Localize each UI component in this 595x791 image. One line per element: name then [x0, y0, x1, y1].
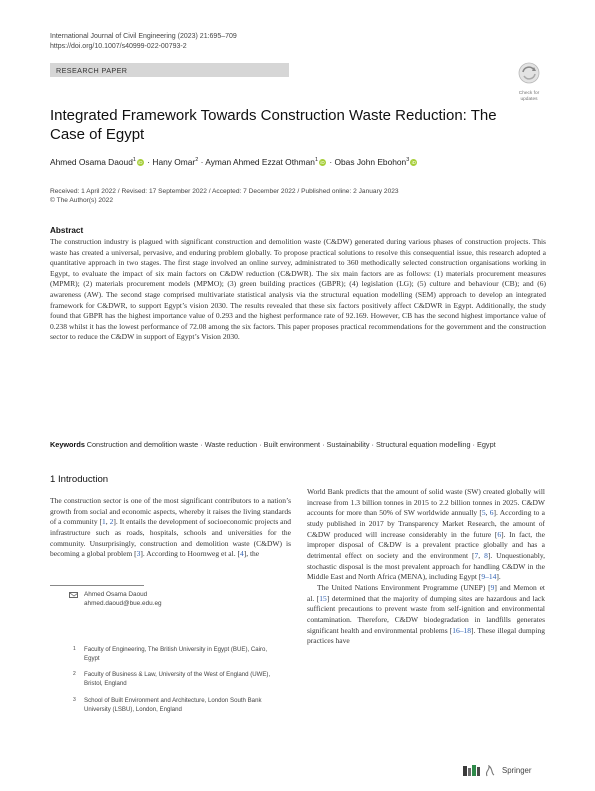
affiliation-number: 3 — [73, 697, 76, 703]
check-updates-line1: Check for — [518, 91, 540, 96]
body-text: ]. Unquestionably, stochastic disposal is the most prevalent approach for handling C&DW in the Middle East and North Africa (MENA), including Egypt [ — [307, 550, 545, 582]
body-text: , — [485, 508, 490, 518]
citation-link[interactable]: 9–14 — [481, 572, 497, 582]
journal-citation: International Journal of Civil Engineering (2023) 21:695–709 — [50, 33, 237, 40]
check-for-updates-badge[interactable] — [513, 62, 545, 102]
citation-link[interactable]: 3 — [136, 549, 141, 559]
affiliation-number: 1 — [73, 646, 76, 652]
author-separator: · — [144, 157, 153, 167]
author-affiliation-number: 1 — [132, 157, 136, 164]
author-list — [50, 157, 550, 167]
body-text: , — [478, 550, 485, 560]
body-text: World Bank predicts that the amount of solid waste (SW) created globally will increase from 1.3 billion tonnes in 2015 to 2.2 billion tonnes in 2025. C&DW accounts for more than 50% of SW worldwide annually [ — [307, 487, 545, 518]
citation-link[interactable]: 6 — [489, 508, 494, 518]
intro-paragraph-1-continued — [307, 487, 545, 583]
check-updates-icon — [513, 62, 545, 86]
springer-marks — [463, 764, 501, 782]
affiliation-text: Faculty of Business & Law, University of the West of England (UWE), Bristol, England — [84, 671, 271, 687]
citation-link[interactable]: 6 — [497, 529, 502, 539]
citation-link[interactable]: 16–18 — [452, 625, 472, 635]
contact-name: Ahmed Osama Daoud — [84, 591, 148, 598]
keywords-block — [50, 440, 546, 450]
copyright-line: © The Author(s) 2022 — [50, 197, 114, 204]
affiliation-number: 2 — [73, 671, 76, 677]
article-type-label: RESEARCH PAPER — [56, 66, 128, 75]
contact-email[interactable]: ahmed.daoud@bue.edu.eg — [84, 600, 162, 607]
body-text: ]. — [496, 572, 501, 582]
intro-left-column — [50, 496, 291, 560]
author-separator: · — [198, 157, 206, 167]
body-text: The construction sector is one of the most significant contributors to a nation’s growth from social and economic aspects, whereby it raises the living standards of a community [ — [50, 496, 291, 527]
publisher-name: Springer — [502, 766, 532, 775]
body-text: , — [105, 517, 110, 527]
doi-link[interactable]: https://doi.org/10.1007/s40999-022-00793-2 — [50, 42, 187, 50]
springer-badge-icon — [463, 765, 501, 777]
affiliation-text: Faculty of Engineering, The British University in Egypt (BUE), Cairo, Egypt — [84, 646, 268, 662]
intro-paragraph-2 — [307, 583, 545, 647]
orcid-icon[interactable]: iD — [411, 160, 416, 166]
footnote-separator — [50, 585, 144, 586]
intro-right-column — [307, 487, 545, 647]
corresponding-author — [84, 590, 162, 608]
article-title: Integrated Framework Towards Construction Waste Reduction: The Case of Egypt — [50, 107, 497, 143]
abstract-text: The construction industry is plagued with significant construction and demolition waste (C&DW) generated during various phases of construction projects. This waste has created a universal, pervasive, and enduring problem globally. To propose practical solutions to resolve this consequential issue, this research adopted a quantitative approach in two stages. The first stage involved an online survey, administrated to 360 methodically selected construction organisations working in Egypt, to evaluate the impact of six main factors on C&DW reduction (C&DWR). The six main factors are as follows: (1) materials procurement measures (MPMR); (2) materials procurement models (MPMO); (3) green building practices (GBPR); (4) legislation (LG); (5) culture and behaviour (CB); and (6) awareness (AW). The second stage comprised multivariate statistical analysis via the structural equation modelling (SEM) approach to develop an integrated framework for C&DWR, to support Egypt’s vision 2030. The results revealed that these six factors positively affect C&DWR in Egypt. Additionally, the study found that GBPR has the highest importance value of 0.293 and the highest performance rate of 92.169. However, CB has the second highest importance value of 0.238 whilst it has the lowest performance of 72.08 among the six factors. This paper proposes practical recommendations for the government and the construction sector to reduce the C&DW in support of Egypt’s Vision 2030. — [50, 237, 546, 342]
orcid-icon[interactable]: iD — [138, 160, 143, 166]
body-text: ]. According to a study published in 2017 by Transparency Market Research, the amount of C&DW produced will increase considerably in the future [ — [307, 508, 545, 539]
envelope-icon — [69, 592, 78, 598]
journal-header — [50, 32, 237, 51]
citation-link[interactable]: 5 — [481, 508, 486, 518]
section-heading-introduction: 1 Introduction — [50, 474, 109, 485]
author-affiliation-number: 2 — [195, 157, 199, 164]
article-dates — [50, 187, 399, 205]
body-text: ]. According to Hoornweg et al. [ — [140, 549, 240, 559]
citation-link[interactable]: 7 — [474, 550, 479, 560]
orcid-icon[interactable]: iD — [320, 160, 325, 166]
author-name[interactable]: Hany Omar — [152, 157, 196, 167]
body-text: ] determined that the majority of dumping sites are hazardous and lack sufficient precautions to prevent waste from self-ignition and environmental contamination. Therefore, C&DW biodegradation in landfills generates significant health and environmental problems [ — [307, 593, 545, 635]
citation-link[interactable]: 1 — [102, 517, 106, 527]
abstract-heading: Abstract — [50, 226, 84, 235]
author-affiliation-number: 1 — [314, 157, 319, 164]
affiliation-text: School of Built Environment and Architecture, London South Bank University (LSBU), London, England — [84, 697, 262, 713]
body-text: ]. It entails the development of socioeconomic projects and infrastructure such as roads, hospitals, schools and universities for the community. Unsurprisingly, construction and demolition waste (C&DW) is becoming a global problem [ — [50, 517, 291, 559]
keywords-text: Construction and demolition waste · Waste reduction · Built environment · Sustainability · Structural equation modelling · Egypt — [86, 440, 496, 449]
citation-link[interactable]: 9 — [490, 582, 495, 592]
author-affiliation-number: 3 — [406, 157, 410, 164]
body-text: ]. These illegal dumping practices have — [307, 625, 545, 646]
check-updates-line2: updates — [520, 96, 538, 102]
author-name[interactable]: Obas John Ebohon — [334, 157, 407, 167]
citation-link[interactable]: 15 — [319, 593, 327, 603]
body-text: The United Nations Environment Programme (UNEP) [ — [317, 582, 491, 592]
publication-history: Received: 1 April 2022 / Revised: 17 September 2022 / Accepted: 7 December 2022 / Published online: 2 January 2023 — [50, 188, 399, 195]
intro-paragraph-1 — [50, 496, 291, 560]
body-text: ]. In fact, the improper disposal of C&DW is a prevalent practice globally and has a detrimental effect on society and the environment [ — [307, 529, 545, 560]
citation-link[interactable]: 8 — [484, 550, 488, 560]
author-separator: · — [327, 157, 335, 167]
author-name[interactable]: Ayman Ahmed Ezzat Othman — [205, 157, 315, 167]
body-text: ] and Memon et al. [ — [307, 582, 545, 603]
citation-link[interactable]: 2 — [109, 517, 114, 527]
keywords-label: Keywords — [50, 440, 85, 449]
citation-link[interactable]: 4 — [239, 549, 244, 559]
body-text: ], the — [243, 549, 260, 559]
author-name[interactable]: Ahmed Osama Daoud — [50, 157, 133, 167]
